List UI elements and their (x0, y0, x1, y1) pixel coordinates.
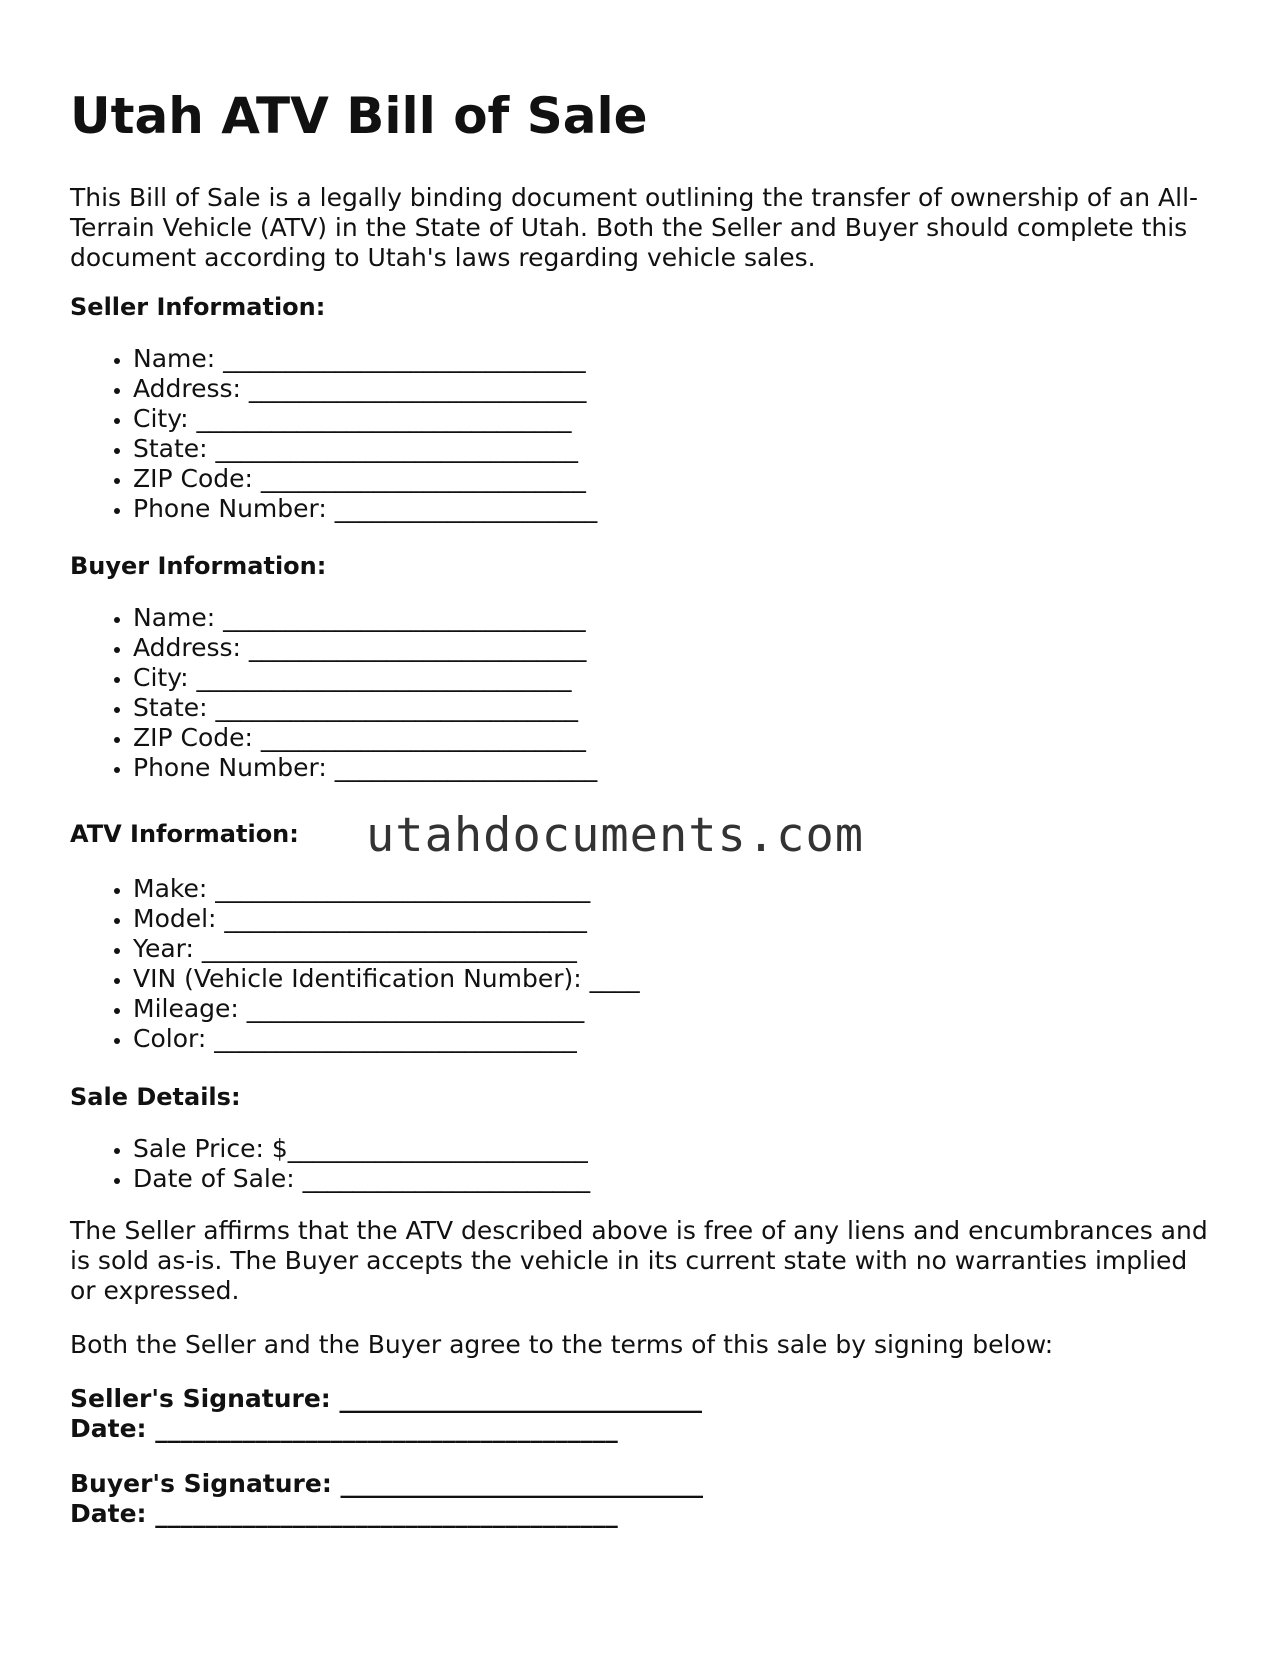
buyer-name-field: • Name: _____________________________ (133, 603, 597, 633)
seller-city-field: • City: ______________________________ (133, 404, 597, 434)
seller-heading: Seller Information: (70, 293, 326, 321)
atv-heading: ATV Information: (70, 820, 299, 848)
seller-name-field: • Name: _____________________________ (133, 344, 597, 374)
agreement-paragraph: Both the Seller and the Buyer agree to the terms of this sale by signing below: (70, 1330, 1054, 1359)
buyer-zip-field: • ZIP Code: __________________________ (133, 723, 597, 753)
seller-state-field: • State: _____________________________ (133, 434, 597, 464)
buyer-address-field: • Address: ___________________________ (133, 633, 597, 663)
seller-address-field: • Address: ___________________________ (133, 374, 597, 404)
buyer-heading: Buyer Information: (70, 552, 327, 580)
watermark: utahdocuments.com (366, 808, 865, 863)
buyer-signature-line: Buyer's Signature: _____________________________ (70, 1469, 704, 1498)
atv-make-field: • Make: ______________________________ (133, 874, 640, 904)
buyer-state-field: • State: _____________________________ (133, 693, 597, 723)
seller-signature-line: Seller's Signature: _____________________________ (70, 1384, 702, 1413)
sale-heading: Sale Details: (70, 1083, 241, 1111)
atv-mileage-field: • Mileage: ___________________________ (133, 994, 640, 1024)
atv-year-field: • Year: ______________________________ (133, 934, 640, 964)
seller-date-line: Date: _____________________________________ (70, 1414, 618, 1443)
sale-fields-list (70, 1134, 590, 1194)
seller-phone-field: • Phone Number: _____________________ (133, 494, 597, 524)
atv-fields-list (70, 874, 640, 1054)
seller-fields-list (70, 344, 597, 524)
seller-zip-field: • ZIP Code: __________________________ (133, 464, 597, 494)
sale-price-field: • Sale Price: $________________________ (133, 1134, 590, 1164)
buyer-fields-list (70, 603, 597, 783)
buyer-date-line: Date: _____________________________________ (70, 1499, 618, 1528)
atv-vin-field: • VIN (Vehicle Identification Number): ____ (133, 964, 640, 994)
atv-model-field: • Model: _____________________________ (133, 904, 640, 934)
sale-date-field: • Date of Sale: _______________________ (133, 1164, 590, 1194)
buyer-city-field: • City: ______________________________ (133, 663, 597, 693)
intro-paragraph: This Bill of Sale is a legally binding document outlining the transfer of ownership of an All-Terrain Vehicle (ATV) in the State of Utah. Both the Seller and Buyer should complete this document according to Utah's laws regarding vehicle sales. (70, 183, 1199, 272)
page-title: Utah ATV Bill of Sale (70, 87, 648, 145)
buyer-phone-field: • Phone Number: _____________________ (133, 753, 597, 783)
atv-color-field: • Color: _____________________________ (133, 1024, 640, 1054)
affirmation-paragraph: The Seller affirms that the ATV described above is free of any liens and encumbrances and is sold as-is. The Buyer accepts the vehicle in its current state with no warranties implied or expressed. (70, 1216, 1208, 1305)
